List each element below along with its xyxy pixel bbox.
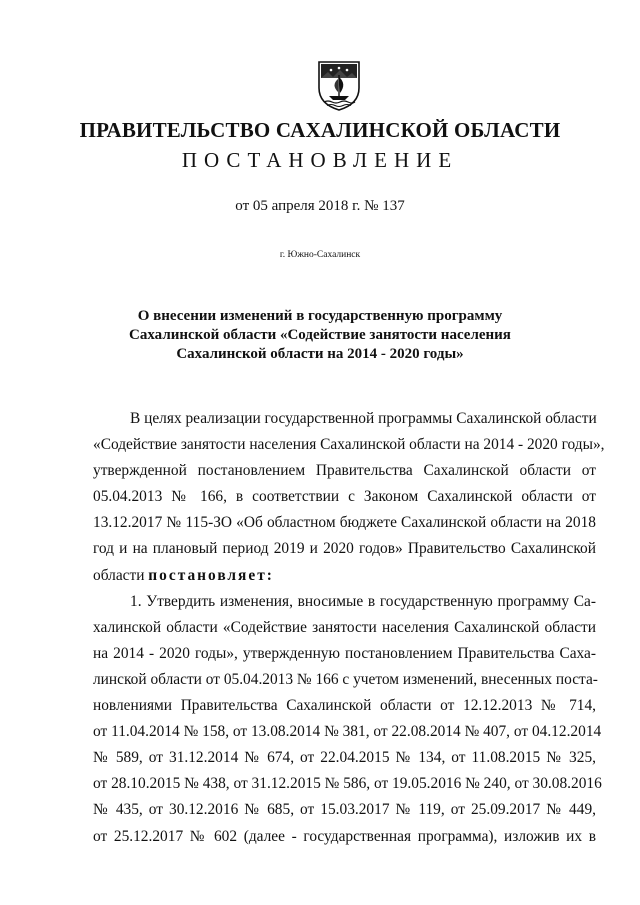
body-line-prefix: области bbox=[93, 566, 149, 584]
coat-of-arms-icon bbox=[316, 58, 362, 112]
date-and-number: от 05 апреля 2018 г. № 137 bbox=[235, 198, 405, 214]
body-line: от 25.12.2017 № 602 (далее - государственная программа), изложив их в bbox=[93, 827, 596, 845]
body-line: утвержденной постановлением Правительства Сахалинской области от bbox=[93, 462, 596, 480]
body-line: новлениями Правительства Сахалинской области от 12.12.2013 № 714, bbox=[93, 697, 596, 715]
document-body bbox=[93, 406, 605, 850]
city-name: г. Южно-Сахалинск bbox=[279, 250, 361, 260]
government-name: ПРАВИТЕЛЬСТВО САХАЛИНСКОЙ ОБЛАСТИ bbox=[79, 118, 561, 142]
body-line: на 2014 - 2020 годы», утвержденную постановлением Правительства Саха- bbox=[93, 644, 596, 662]
title-line: Сахалинской области «Содействие занятости населения bbox=[129, 327, 511, 343]
body-line-resolution bbox=[93, 563, 596, 589]
document-type: ПОСТАНОВЛЕНИЕ bbox=[181, 148, 459, 172]
body-line: «Содействие занятости населения Сахалинской области на 2014 - 2020 годы», bbox=[93, 436, 605, 454]
body-line: № 435, от 30.12.2016 № 685, от 15.03.2017 № 119, от 25.09.2017 № 449, bbox=[93, 801, 596, 819]
body-line: В целях реализации государственной программы Сахалинской области bbox=[130, 410, 597, 427]
body-line: № 589, от 31.12.2014 № 674, от 22.04.2015 № 134, от 11.08.2015 № 325, bbox=[93, 749, 596, 767]
body-line: 05.04.2013 № 166, в соответствии с Законом Сахалинской области от bbox=[93, 488, 596, 506]
body-line: халинской области «Содействие занятости населения Сахалинской области bbox=[93, 618, 596, 636]
resolution-keyword: постановляет: bbox=[148, 566, 274, 584]
body-line: от 11.04.2014 № 158, от 13.08.2014 № 381, от 22.08.2014 № 407, от 04.12.2014 bbox=[93, 723, 602, 741]
body-line: 13.12.2017 № 115-ЗО «Об областном бюджете Сахалинской области на 2018 bbox=[93, 514, 596, 532]
body-line: год и на плановый период 2019 и 2020 годов» Правительство Сахалинской bbox=[93, 540, 596, 558]
title-line: Сахалинской области на 2014 - 2020 годы» bbox=[176, 346, 464, 362]
body-line: от 28.10.2015 № 438, от 31.12.2015 № 586, от 19.05.2016 № 240, от 30.08.2016 bbox=[93, 775, 602, 793]
body-line: 1. Утвердить изменения, вносимые в государственную программу Са- bbox=[130, 592, 596, 610]
body-line: линской области от 05.04.2013 № 166 с учетом изменений, внесенных поста- bbox=[93, 670, 598, 688]
document-title bbox=[0, 307, 640, 364]
title-line: О внесении изменений в государственную программу bbox=[137, 308, 503, 324]
